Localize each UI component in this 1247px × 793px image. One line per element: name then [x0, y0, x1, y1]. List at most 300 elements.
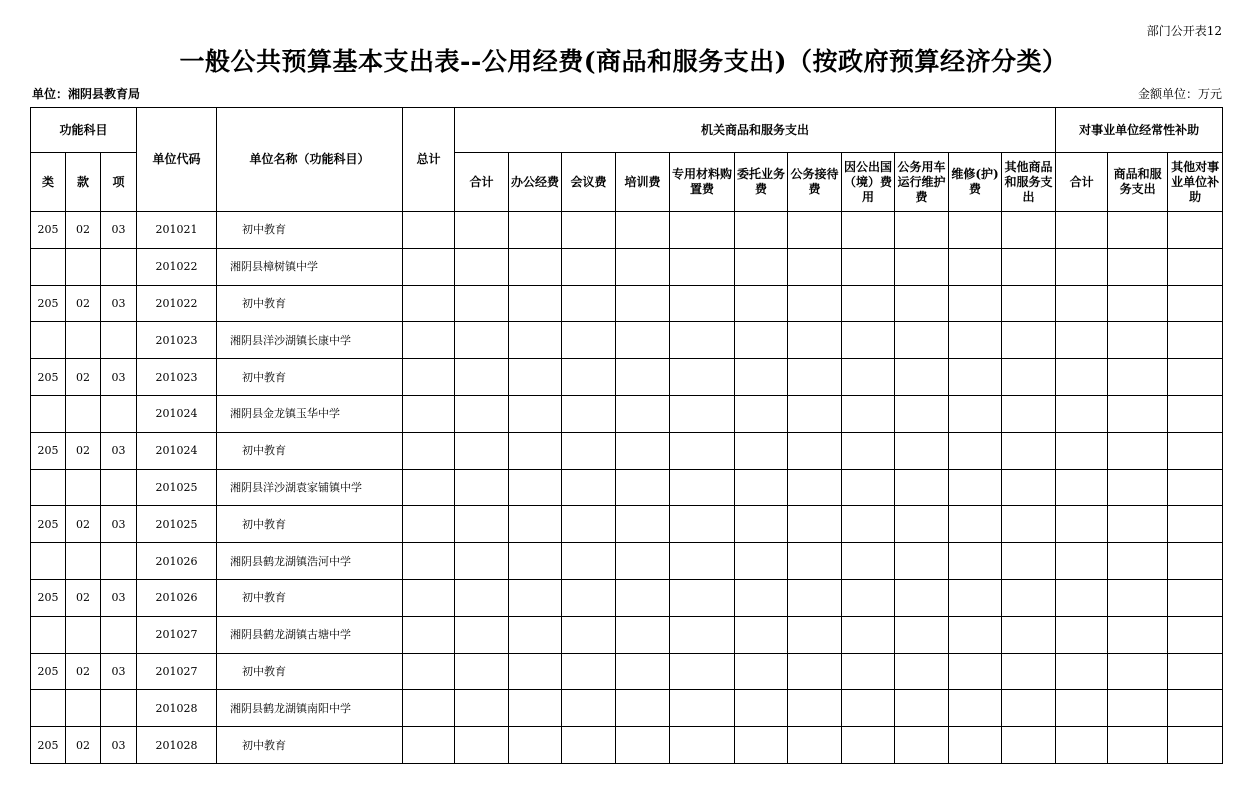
- cell-lei: 205: [31, 285, 66, 322]
- cell-amount: [1002, 506, 1056, 543]
- cell-amount: [735, 653, 788, 690]
- cell-amount: [616, 248, 670, 285]
- cell-amount: [1168, 432, 1223, 469]
- cell-kuan: 02: [66, 212, 101, 249]
- cell-amount: [1056, 248, 1108, 285]
- cell-xiang: [101, 690, 137, 727]
- header-agency-group: 机关商品和服务支出: [455, 108, 1056, 153]
- cell-kuan: [66, 322, 101, 359]
- cell-amount: [1056, 359, 1108, 396]
- cell-amount: [509, 359, 562, 396]
- budget-table: [30, 107, 1223, 764]
- table-row: [31, 432, 1223, 469]
- cell-amount: [1108, 616, 1168, 653]
- cell-amount: [616, 653, 670, 690]
- cell-amount: [455, 579, 509, 616]
- cell-amount: [842, 248, 895, 285]
- header-total: 总计: [403, 108, 455, 212]
- cell-amount: [1168, 653, 1223, 690]
- header-func-subject: 功能科目: [31, 108, 137, 153]
- cell-amount: [735, 322, 788, 359]
- cell-amount: [509, 322, 562, 359]
- header-agency-col: 其他商品和服务支出: [1002, 153, 1056, 212]
- cell-amount: [1108, 248, 1168, 285]
- cell-amount: [1168, 543, 1223, 580]
- cell-amount: [670, 543, 735, 580]
- cell-xiang: [101, 543, 137, 580]
- cell-amount: [1056, 432, 1108, 469]
- cell-lei: 205: [31, 579, 66, 616]
- cell-xiang: 03: [101, 285, 137, 322]
- cell-amount: [455, 616, 509, 653]
- cell-amount: [788, 285, 842, 322]
- cell-kuan: 02: [66, 432, 101, 469]
- cell-amount: [670, 469, 735, 506]
- cell-amount: [562, 359, 616, 396]
- cell-amount: [895, 653, 949, 690]
- cell-amount: [1108, 653, 1168, 690]
- cell-amount: [895, 285, 949, 322]
- cell-amount: [1002, 543, 1056, 580]
- cell-unit-name: 初中教育: [217, 285, 403, 322]
- amount-unit-label: 金额单位：万元: [1137, 87, 1222, 101]
- cell-amount: [670, 212, 735, 249]
- cell-xiang: 03: [101, 653, 137, 690]
- table-row: [31, 359, 1223, 396]
- cell-amount: [1002, 690, 1056, 727]
- header-subsidy-col: 其他对事业单位补助: [1168, 153, 1223, 212]
- cell-lei: 205: [31, 432, 66, 469]
- header-agency-col: 公务用车运行维护费: [895, 153, 949, 212]
- cell-amount: [403, 653, 455, 690]
- cell-amount: [1056, 690, 1108, 727]
- cell-amount: [670, 395, 735, 432]
- cell-amount: [616, 506, 670, 543]
- cell-kuan: [66, 616, 101, 653]
- cell-amount: [842, 395, 895, 432]
- cell-unit-name: 初中教育: [217, 506, 403, 543]
- header-lei: 类: [31, 153, 66, 212]
- cell-amount: [403, 469, 455, 506]
- cell-amount: [1108, 506, 1168, 543]
- cell-amount: [842, 727, 895, 764]
- cell-amount: [670, 690, 735, 727]
- cell-amount: [1108, 359, 1168, 396]
- cell-amount: [1108, 322, 1168, 359]
- cell-amount: [895, 322, 949, 359]
- cell-amount: [735, 395, 788, 432]
- cell-xiang: [101, 616, 137, 653]
- cell-unit-code: 201023: [137, 359, 217, 396]
- cell-amount: [949, 212, 1002, 249]
- page-title: 一般公共预算基本支出表--公用经费(商品和服务支出)（按政府预算经济分类）: [179, 47, 1068, 76]
- cell-amount: [895, 469, 949, 506]
- cell-amount: [1108, 579, 1168, 616]
- cell-amount: [1168, 727, 1223, 764]
- cell-amount: [895, 727, 949, 764]
- cell-amount: [562, 212, 616, 249]
- cell-amount: [949, 653, 1002, 690]
- cell-amount: [1108, 212, 1168, 249]
- cell-amount: [670, 727, 735, 764]
- cell-amount: [403, 543, 455, 580]
- cell-amount: [1168, 212, 1223, 249]
- cell-amount: [1168, 616, 1223, 653]
- cell-lei: 205: [31, 727, 66, 764]
- cell-amount: [895, 616, 949, 653]
- cell-amount: [562, 506, 616, 543]
- header-subsidy-group: 对事业单位经常性补助: [1056, 108, 1223, 153]
- cell-amount: [735, 543, 788, 580]
- table-row: [31, 690, 1223, 727]
- table-row: [31, 248, 1223, 285]
- cell-unit-name: 湘阴县金龙镇玉华中学: [217, 395, 403, 432]
- cell-unit-name: 湘阴县樟树镇中学: [217, 248, 403, 285]
- cell-amount: [842, 690, 895, 727]
- cell-unit-code: 201022: [137, 285, 217, 322]
- cell-amount: [1002, 432, 1056, 469]
- cell-amount: [509, 653, 562, 690]
- cell-amount: [788, 432, 842, 469]
- cell-xiang: 03: [101, 359, 137, 396]
- cell-amount: [1168, 322, 1223, 359]
- cell-amount: [1056, 727, 1108, 764]
- cell-amount: [842, 359, 895, 396]
- cell-unit-name: 湘阴县洋沙湖镇长康中学: [217, 322, 403, 359]
- cell-amount: [1002, 395, 1056, 432]
- cell-amount: [616, 469, 670, 506]
- cell-amount: [509, 285, 562, 322]
- cell-amount: [842, 322, 895, 359]
- cell-amount: [735, 469, 788, 506]
- cell-amount: [1056, 395, 1108, 432]
- cell-amount: [403, 690, 455, 727]
- cell-amount: [509, 248, 562, 285]
- cell-amount: [895, 395, 949, 432]
- cell-amount: [455, 212, 509, 249]
- cell-amount: [842, 543, 895, 580]
- table-row: [31, 395, 1223, 432]
- cell-lei: [31, 322, 66, 359]
- cell-amount: [1002, 359, 1056, 396]
- cell-amount: [670, 653, 735, 690]
- header-agency-col: 维修(护)费: [949, 153, 1002, 212]
- header-unit-name: 单位名称（功能科目）: [217, 108, 403, 212]
- cell-amount: [949, 248, 1002, 285]
- cell-amount: [1108, 543, 1168, 580]
- cell-amount: [403, 359, 455, 396]
- cell-amount: [509, 579, 562, 616]
- cell-kuan: [66, 248, 101, 285]
- cell-amount: [455, 432, 509, 469]
- cell-amount: [949, 616, 1002, 653]
- cell-amount: [735, 727, 788, 764]
- cell-amount: [509, 212, 562, 249]
- cell-unit-code: 201027: [137, 616, 217, 653]
- cell-kuan: 02: [66, 285, 101, 322]
- cell-amount: [1168, 359, 1223, 396]
- cell-amount: [616, 579, 670, 616]
- cell-amount: [562, 616, 616, 653]
- cell-amount: [509, 727, 562, 764]
- cell-lei: [31, 690, 66, 727]
- cell-unit-name: 初中教育: [217, 432, 403, 469]
- cell-amount: [735, 285, 788, 322]
- header-xiang: 项: [101, 153, 137, 212]
- header-agency-col: 公务接待费: [788, 153, 842, 212]
- cell-amount: [1168, 248, 1223, 285]
- cell-amount: [403, 506, 455, 543]
- cell-amount: [895, 579, 949, 616]
- table-row: [31, 727, 1223, 764]
- table-row: [31, 543, 1223, 580]
- cell-amount: [788, 469, 842, 506]
- header-subsidy-col: 合计: [1056, 153, 1108, 212]
- cell-amount: [670, 579, 735, 616]
- cell-unit-name: 初中教育: [217, 579, 403, 616]
- cell-amount: [562, 579, 616, 616]
- cell-amount: [403, 395, 455, 432]
- cell-amount: [1056, 469, 1108, 506]
- cell-amount: [403, 248, 455, 285]
- cell-amount: [735, 579, 788, 616]
- cell-amount: [616, 359, 670, 396]
- cell-amount: [1002, 727, 1056, 764]
- cell-amount: [788, 543, 842, 580]
- cell-amount: [455, 653, 509, 690]
- cell-amount: [670, 248, 735, 285]
- cell-kuan: 02: [66, 727, 101, 764]
- cell-amount: [403, 579, 455, 616]
- cell-amount: [616, 616, 670, 653]
- table-row: [31, 285, 1223, 322]
- cell-unit-name: 初中教育: [217, 653, 403, 690]
- table-row: [31, 469, 1223, 506]
- cell-amount: [1056, 212, 1108, 249]
- cell-xiang: 03: [101, 212, 137, 249]
- cell-amount: [562, 653, 616, 690]
- cell-amount: [1056, 285, 1108, 322]
- cell-amount: [895, 543, 949, 580]
- cell-amount: [616, 285, 670, 322]
- table-row: [31, 579, 1223, 616]
- cell-amount: [895, 506, 949, 543]
- cell-amount: [616, 543, 670, 580]
- cell-lei: 205: [31, 653, 66, 690]
- cell-amount: [895, 690, 949, 727]
- cell-amount: [949, 506, 1002, 543]
- cell-amount: [788, 579, 842, 616]
- cell-amount: [788, 506, 842, 543]
- cell-amount: [1168, 395, 1223, 432]
- cell-amount: [455, 395, 509, 432]
- cell-lei: 205: [31, 212, 66, 249]
- cell-amount: [1002, 285, 1056, 322]
- cell-amount: [788, 616, 842, 653]
- table-row: [31, 322, 1223, 359]
- cell-kuan: [66, 543, 101, 580]
- cell-amount: [842, 506, 895, 543]
- cell-amount: [1168, 469, 1223, 506]
- cell-amount: [949, 322, 1002, 359]
- cell-amount: [403, 322, 455, 359]
- cell-amount: [562, 727, 616, 764]
- cell-amount: [403, 727, 455, 764]
- cell-amount: [562, 248, 616, 285]
- cell-unit-code: 201026: [137, 543, 217, 580]
- cell-amount: [949, 469, 1002, 506]
- cell-xiang: [101, 248, 137, 285]
- unit-label: 单位：湘阴县教育局: [32, 87, 141, 101]
- cell-amount: [735, 248, 788, 285]
- cell-amount: [562, 322, 616, 359]
- cell-amount: [616, 212, 670, 249]
- cell-unit-code: 201023: [137, 322, 217, 359]
- cell-kuan: [66, 690, 101, 727]
- cell-amount: [670, 616, 735, 653]
- cell-xiang: [101, 395, 137, 432]
- cell-unit-name: 初中教育: [217, 359, 403, 396]
- header-agency-col: 合计: [455, 153, 509, 212]
- cell-lei: [31, 248, 66, 285]
- cell-amount: [455, 322, 509, 359]
- cell-amount: [949, 285, 1002, 322]
- cell-amount: [842, 579, 895, 616]
- cell-amount: [670, 359, 735, 396]
- cell-unit-code: 201026: [137, 579, 217, 616]
- cell-amount: [842, 469, 895, 506]
- header-agency-col: 专用材料购置费: [670, 153, 735, 212]
- cell-lei: 205: [31, 506, 66, 543]
- cell-kuan: 02: [66, 359, 101, 396]
- cell-unit-code: 201024: [137, 432, 217, 469]
- cell-amount: [562, 543, 616, 580]
- cell-amount: [735, 359, 788, 396]
- cell-amount: [949, 579, 1002, 616]
- header-agency-col: 委托业务费: [735, 153, 788, 212]
- document-code: 部门公开表12: [1146, 24, 1222, 38]
- cell-xiang: 03: [101, 432, 137, 469]
- cell-amount: [562, 395, 616, 432]
- cell-unit-name: 湘阴县洋沙湖袁家铺镇中学: [217, 469, 403, 506]
- header-agency-col: 因公出国（境）费用: [842, 153, 895, 212]
- cell-unit-code: 201021: [137, 212, 217, 249]
- cell-amount: [403, 432, 455, 469]
- header-agency-col: 会议费: [562, 153, 616, 212]
- cell-unit-name: 湘阴县鹤龙湖镇浩河中学: [217, 543, 403, 580]
- cell-amount: [616, 432, 670, 469]
- cell-unit-code: 201025: [137, 469, 217, 506]
- cell-amount: [735, 506, 788, 543]
- cell-amount: [1002, 616, 1056, 653]
- cell-amount: [735, 212, 788, 249]
- cell-amount: [509, 543, 562, 580]
- cell-amount: [1168, 506, 1223, 543]
- header-unit-code: 单位代码: [137, 108, 217, 212]
- cell-amount: [1108, 395, 1168, 432]
- table-row: [31, 616, 1223, 653]
- cell-amount: [788, 653, 842, 690]
- cell-amount: [1168, 285, 1223, 322]
- cell-amount: [670, 506, 735, 543]
- cell-amount: [403, 285, 455, 322]
- cell-unit-code: 201027: [137, 653, 217, 690]
- cell-amount: [455, 285, 509, 322]
- cell-amount: [1002, 248, 1056, 285]
- cell-amount: [842, 653, 895, 690]
- cell-amount: [455, 727, 509, 764]
- cell-amount: [949, 432, 1002, 469]
- cell-xiang: 03: [101, 506, 137, 543]
- cell-amount: [616, 395, 670, 432]
- header-subsidy-col: 商品和服务支出: [1108, 153, 1168, 212]
- cell-xiang: [101, 322, 137, 359]
- cell-amount: [670, 322, 735, 359]
- header-kuan: 款: [66, 153, 101, 212]
- cell-kuan: [66, 395, 101, 432]
- cell-unit-name: 初中教育: [217, 727, 403, 764]
- cell-unit-code: 201022: [137, 248, 217, 285]
- cell-lei: [31, 543, 66, 580]
- cell-amount: [562, 285, 616, 322]
- cell-amount: [1056, 579, 1108, 616]
- cell-amount: [562, 690, 616, 727]
- cell-amount: [1002, 212, 1056, 249]
- cell-amount: [949, 543, 1002, 580]
- cell-amount: [842, 432, 895, 469]
- header-agency-col: 办公经费: [509, 153, 562, 212]
- cell-amount: [1168, 690, 1223, 727]
- cell-amount: [788, 727, 842, 764]
- cell-amount: [1168, 579, 1223, 616]
- cell-amount: [1056, 653, 1108, 690]
- cell-amount: [895, 248, 949, 285]
- cell-amount: [895, 432, 949, 469]
- cell-amount: [1056, 616, 1108, 653]
- cell-amount: [403, 212, 455, 249]
- cell-amount: [616, 690, 670, 727]
- cell-unit-name: 湘阴县鹤龙湖镇古塘中学: [217, 616, 403, 653]
- table-row: [31, 212, 1223, 249]
- cell-amount: [1056, 543, 1108, 580]
- cell-lei: [31, 616, 66, 653]
- cell-amount: [1056, 506, 1108, 543]
- cell-amount: [788, 212, 842, 249]
- cell-lei: 205: [31, 359, 66, 396]
- cell-amount: [949, 395, 1002, 432]
- cell-amount: [616, 322, 670, 359]
- cell-amount: [403, 616, 455, 653]
- cell-amount: [949, 359, 1002, 396]
- cell-amount: [1108, 469, 1168, 506]
- cell-amount: [788, 322, 842, 359]
- cell-amount: [788, 248, 842, 285]
- cell-amount: [670, 432, 735, 469]
- cell-amount: [455, 248, 509, 285]
- table-row: [31, 653, 1223, 690]
- cell-amount: [1108, 727, 1168, 764]
- table-row: [31, 506, 1223, 543]
- cell-amount: [670, 285, 735, 322]
- cell-amount: [509, 690, 562, 727]
- cell-amount: [949, 690, 1002, 727]
- cell-unit-code: 201028: [137, 690, 217, 727]
- cell-amount: [1108, 690, 1168, 727]
- cell-unit-name: 湘阴县鹤龙湖镇南阳中学: [217, 690, 403, 727]
- cell-amount: [455, 690, 509, 727]
- cell-amount: [735, 432, 788, 469]
- cell-xiang: 03: [101, 727, 137, 764]
